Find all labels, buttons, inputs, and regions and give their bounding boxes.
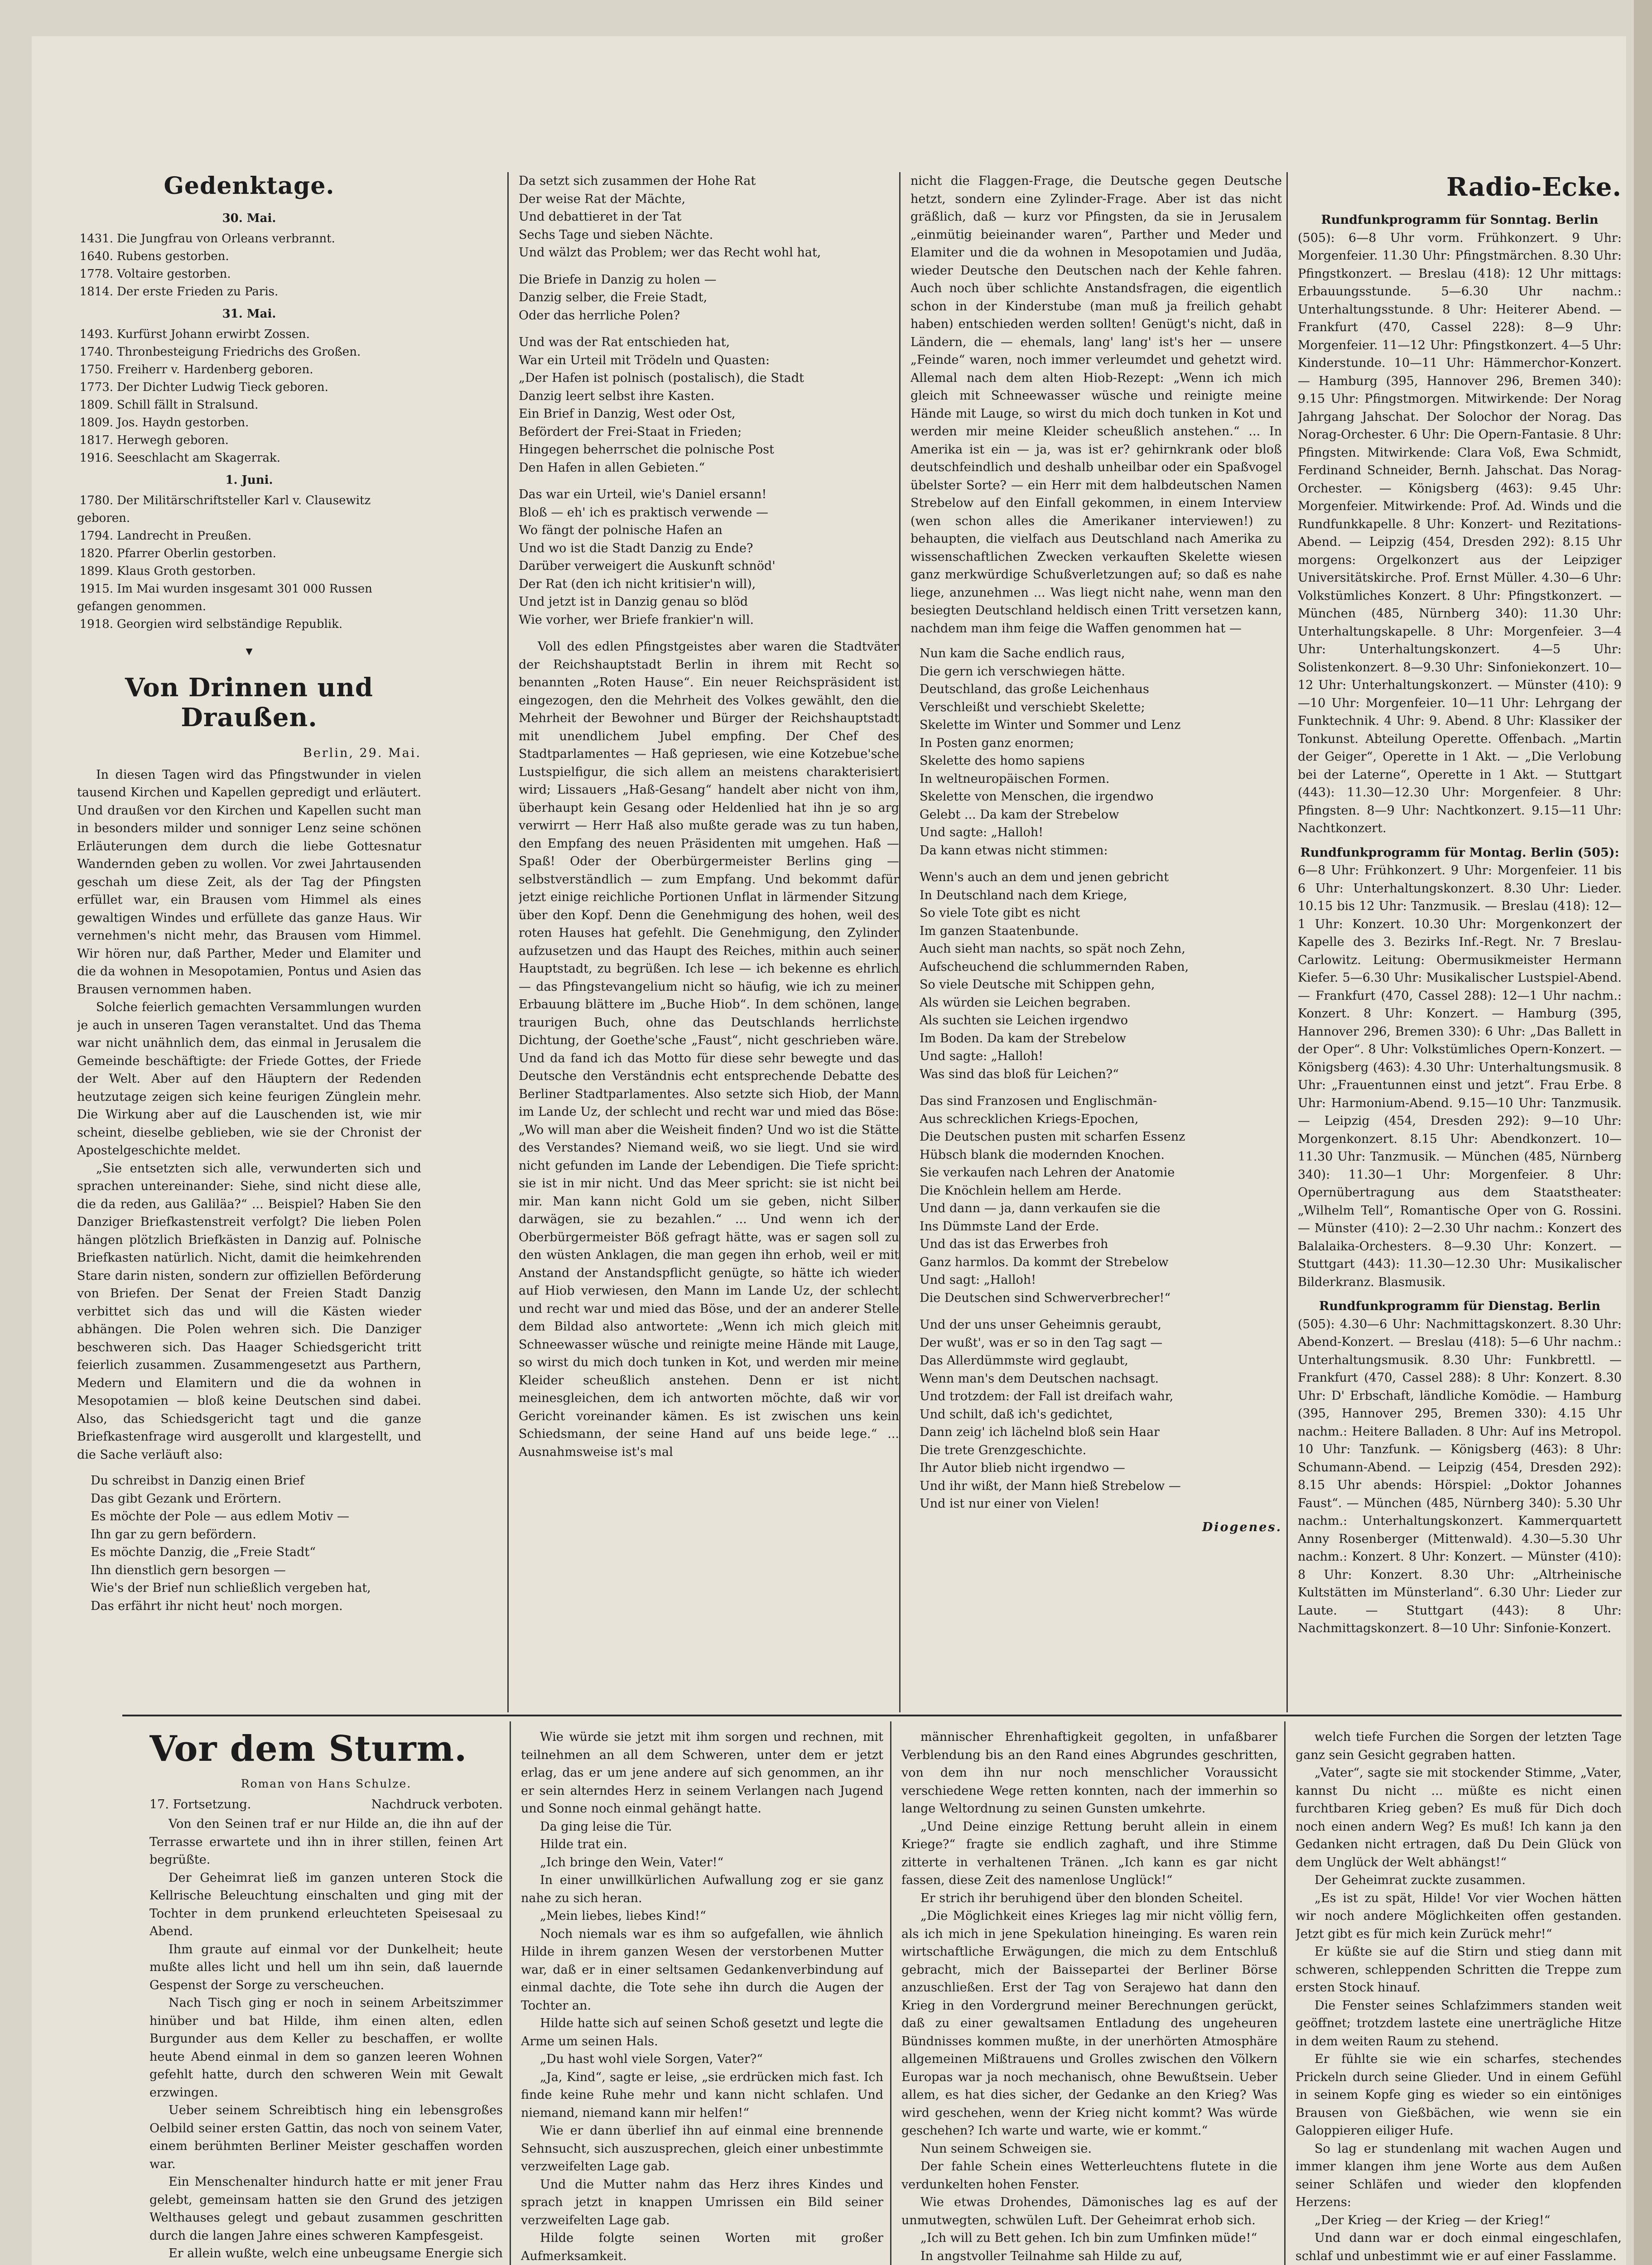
entry-text: Jos. Haydn gestorben. bbox=[117, 416, 249, 429]
entry-year: 1778. bbox=[79, 267, 113, 281]
gedenktage-entry bbox=[77, 492, 421, 527]
paragraph: „Sie entsetzten sich alle, verwunderten sich und sprachen untereinander: Siehe, sind nicht diese alle, die da reden, aus Galiläa?“ ... Beispiel? Haben Sie den Danziger Briefkastenstreit verfolgt? Die lieben Polen hängen plötzlich Briefkästen in Danzig auf. Polnische Briefkasten natürlich. Nicht, damit die heimkehrenden Stare darin nisten, sondern zur offiziellen Beförderung von Briefen. Der Senat der Freien Stadt Danzig verbittet sich das und will die Kästen wieder abhängen. Die Polen wehren sich. Die Danziger beschweren sich. Das Haager Schiedsgericht tritt feierlich zusammen. Zusammengesetzt aus Parthern, Medern und Elamitern und die da wohnen in Mesopotamien — bloß keine Deutschen sind dabei. Also, das Schiedsgericht tagt und die ganze Briefkastenfrage wird ausgerollt und klargestellt, und die Sache verläuft also: bbox=[77, 1161, 421, 1462]
poem-line: Aus schrecklichen Kriegs-Epochen, bbox=[920, 1112, 1139, 1126]
poem-line: Ein Brief in Danzig, West oder Ost, bbox=[519, 407, 736, 421]
poem-line bbox=[519, 262, 899, 271]
entry-text: Seeschlacht am Skagerrak. bbox=[117, 451, 280, 465]
poem-line: Und trotzdem: der Fall ist dreifach wahr, bbox=[920, 1389, 1174, 1403]
poem-line: Ihr Autor blieb nicht irgendwo — bbox=[920, 1461, 1125, 1475]
gedenktage-entry bbox=[77, 527, 421, 545]
poem-line: Befördert der Frei-Staat in Frieden; bbox=[519, 424, 742, 439]
paragraph: Nach Tisch ging er noch in seinem Arbeitszimmer hinüber und bat Hilde, ihm einen alten, edlen Burgunder aus dem Keller zu beschaffen, er wollte heute Abend einmal in dem so ganzen leeren Wohnen gefehlt hatte, durch den schweren Wein mit Gewalt erzwingen. bbox=[149, 1996, 503, 2100]
poem-line: In Deutschland nach dem Kriege, bbox=[920, 888, 1127, 902]
paragraph: Der Geheimrat zuckte zusammen. bbox=[1315, 1873, 1526, 1887]
sturm-column-4 bbox=[1296, 1728, 1622, 2265]
paragraph: In einer unwillkürlichen Aufwallung zog er sie ganz nahe zu sich heran. bbox=[521, 1873, 883, 1905]
entry-year: 1918. bbox=[79, 617, 113, 631]
column-1 bbox=[77, 172, 421, 1640]
radio-column bbox=[1298, 172, 1622, 1730]
poem-line: Die Briefe in Danzig zu holen — bbox=[519, 272, 717, 287]
sturm-part: 17. Fortsetzung. bbox=[149, 1797, 251, 1812]
sturm-text bbox=[1296, 1728, 1622, 2265]
entry-year: 1493. bbox=[79, 328, 113, 341]
paragraph: Hilde folgte seinen Worten mit großer Aufmerksamkeit. bbox=[521, 2231, 883, 2263]
poem-line: Und schilt, daß ich's gedichtet, bbox=[920, 1407, 1113, 1422]
poem-line: Ins Dümmste Land der Erde. bbox=[920, 1219, 1099, 1234]
column-3 bbox=[910, 172, 1282, 1730]
entry-year: 1750. bbox=[79, 363, 113, 376]
poem-line: Aufscheuchend die schlummernden Raben, bbox=[920, 959, 1189, 974]
paragraph: Er allein wußte, welch eine unbeugsame Energie sich bbox=[169, 2246, 503, 2260]
poem-line: Und dann — ja, dann verkaufen sie die bbox=[920, 1201, 1161, 1215]
paragraph: Voll des edlen Pfingstgeistes aber waren die Stadtväter der Reichshauptstadt Berlin in ihrem mit Recht so benannten „Roten Hause“. Ein neuer Reichspräsident ist eingezogen, den die Mehrheit des Volkes gewählt, den die Mehrheit der Bewohner und Bürger der Reichshauptstadt mit unendlichem Jubel empfing. Der Chef des Stadtparlamentes — Haß gepriesen, wie eine Kotzebue'sche Lustspielfigur, die sich allem an meistens charakterisiert wird; Lissauers „Haß-Gesang“ handelt aber nicht von ihm, überhaupt kein Gesang oder Heldenlied hat ihn je so arg verwirrt — Herr Haß also mußte gerade was zu tun haben, den Empfang des neuen Präsidenten mit umgehen. Haß — Spaß! Oder der Oberbürgermeister Berlins ging — selbstverständlich — zum Empfang. Und bekommt dafür jetzt einige reichliche Portionen Unflat in lärmender Sitzung über den Kopf. Denn die Genehmigung des hohen, weil des roten Hauses hat gefehlt. Die Genehmigung, den Zylinder aufzusetzen und das Haupt des Reiches, mithin auch seiner Hauptstadt, zu begrüßen. Ich lese — ich bekenne es ehrlich — das Pfingstevangelium nicht so häufig, wie ich zu meiner Erbauung blättere im „Buche Hiob“. In dem schönen, lange traurigen Buch, ohne das Deutschlands herrlichste Dichtung, der Goethe'sche „Faust“, nicht geschrieben wäre. Und da fand ich das Motto für diese sehr bewegte und das Deutsche den Verständnis echt entsprechende Debatte des Berliner Stadtparlamentes. Also setzte sich Hiob, der Mann im Lande Uz, der schlecht und recht war und mied das Böse: „Wo will man aber die Weisheit finden? Und wo ist die Stätte des Verstandes? Niemand weiß, wo sie liegt. Und sie wird nicht gefunden im Lande der Lebendigen. Die Tiefe spricht: sie ist in mir nicht. Und das Meer spricht: sie ist nicht bei mir. Man kann nicht Gold um sie geben, nicht Silber darwägen, sie zu bezahlen.“ ... Und wenn ich der Oberbürgermeister Böß gefragt hätte, was er sagen soll zu den wüsten Anklagen, die man gegen ihn erhob, weil er mit Anstand der Anstandspflicht genügte, so hätte ich wieder auf Hiob verwiesen, den Mann im Lande Uz, der schlecht und recht war und mied das Böse, und der an anderer Stelle dem Bildad also antwortete: „Wenn ich mich gleich mit Schneewasser wüsche und reinigte meine Hände mit Lauge, so wirst du mich doch tunken in Kot, und werden mir meine Kleider scheußlich anstehen. Denn er ist nicht meinesgleichen, dem ich antworten möchte, daß wir vor Gericht voreinander kämen. Es ist zwischen uns kein Schiedsmann, der seine Hand auf uns beide lege.“ ... Ausnahmsweise ist's mal bbox=[519, 640, 899, 1459]
drinnen-poem bbox=[77, 1472, 421, 1615]
drinnen-dateline: Berlin, 29. Mai. bbox=[303, 746, 421, 760]
paragraph: So lag er stundenlang mit wachen Augen und immer klangen ihm jene Worte aus dem Außen seiner Schläfen und wieder den klopfenden Herzens: bbox=[1296, 2141, 1622, 2209]
gedenktage-entry bbox=[77, 265, 421, 283]
poem-line: Das sind Franzosen und Englischmän- bbox=[920, 1094, 1157, 1108]
entry-year: 1780. bbox=[79, 494, 113, 507]
poem-line: Auch sieht man nachts, so spät noch Zehn, bbox=[920, 942, 1186, 956]
poem-line: Der weise Rat der Mächte, bbox=[519, 192, 686, 206]
gedenktage-entry bbox=[77, 379, 421, 396]
poem-line: Im ganzen Staatenbunde. bbox=[920, 924, 1079, 938]
radio-program-head: Rundfunkprogramm für Dienstag. Berlin bbox=[1319, 1299, 1600, 1313]
poem-line: Und der uns unser Geheimnis geraubt, bbox=[920, 1318, 1162, 1332]
poem-line: Und debattieret in der Tat bbox=[519, 210, 682, 224]
sturm-column-1 bbox=[149, 1728, 503, 2265]
poem-line: Das war ein Urteil, wie's Daniel ersann! bbox=[519, 487, 767, 501]
gedenktage-entry bbox=[77, 248, 421, 265]
entry-text: Rubens gestorben. bbox=[117, 250, 229, 263]
paragraph: Nun seinem Schweigen sie. bbox=[920, 2141, 1092, 2156]
poem-line: Das Allerdümmste wird geglaubt, bbox=[920, 1354, 1128, 1368]
separator-mark: ▾ bbox=[246, 643, 253, 659]
poem-line: Und wälzt das Problem; wer das Recht wohl hat, bbox=[519, 246, 821, 260]
column-divider bbox=[510, 1721, 511, 2265]
sturm-text bbox=[901, 1728, 1277, 2265]
poem-line: Danzig selber, die Freie Stadt, bbox=[519, 290, 708, 304]
poem-line: Bloß — eh' ich es praktisch verwende — bbox=[519, 505, 768, 520]
entry-text: Die Jungfrau von Orleans verbrannt. bbox=[117, 232, 335, 246]
poem-line: Wie vorher, wer Briefe frankier'n will. bbox=[519, 612, 754, 627]
poem-line: Und sagte: „Halloh! bbox=[920, 1049, 1044, 1063]
entry-text: Voltaire gestorben. bbox=[117, 267, 231, 281]
entry-year: 1916. bbox=[79, 451, 113, 465]
radio-program-text: 6—8 Uhr: Frühkonzert. 9 Uhr: Morgenfeier. 11 bis 6 Uhr: Unterhaltungskonzert. 8.30 Uhr: Lieder. 10.15 bis 12 Uhr: Tanzmusik. — Breslau (418): 12—1 Uhr: Konzert. 10.30 Uhr: Morgenkonzert der Kapelle des 3. Bezirks Inf.-Regt. Nr. 7 Breslau-Carlowitz. Leitung: Obermusikmeister Hermann Kiefer. 5—6.30 Uhr: Musikalischer Lustspiel-Abend. — Frankfurt (470, Cassel 288): 12—1 Uhr nachm.: Konzert. 8 Uhr: Konzert. — Hamburg (395, Hannover 296, Bremen 330): 6 Uhr: „Das Ballett in der Oper“. 8 Uhr: Volkstümliches Opern-Konzert. — Königsberg (463): 4.30 Uhr: Unterhaltungsmusik. 8 Uhr: „Frauentunnen einst und jetzt“. Frau Erbe. 8 Uhr: Harmonium-Abend. 9.15—10 Uhr: Tanzmusik. — Leipzig (454, Dresden 292): 9—10 Uhr: Morgenkonzert. 8.15 Uhr: Abendkonzert. 10—11.30 Uhr: Tanzmusik. — München (485, Nürnberg 340): 11.30—1 Uhr: Morgenfeier. 8 Uhr: Opernübertragung aus dem Staatstheater: „Wilhelm Tell“, Romantische Oper von G. Rossini. — Münster (410): 2—2.30 Uhr nachm.: Konzert des Balalaika-Orchesters. 8—9.30 Uhr: Konzert. — Stuttgart (443): 11.30—12.30 Uhr: Musikalischer Bilderkranz. Blasmusik. bbox=[1298, 863, 1622, 1289]
poem-line bbox=[920, 1083, 1282, 1092]
poem-line: Oder das herrliche Polen? bbox=[519, 308, 680, 323]
paragraph: „Ich bringe den Wein, Vater!“ bbox=[540, 1855, 724, 1870]
gedenktage-entry bbox=[77, 361, 421, 379]
sturm-text bbox=[149, 1815, 503, 2265]
entry-text: Der Militärschriftsteller Karl v. Clausewitz geboren. bbox=[77, 494, 371, 525]
entry-text: Der erste Frieden zu Paris. bbox=[117, 285, 279, 299]
poem-line: In weltneuropäischen Formen. bbox=[920, 771, 1110, 786]
gedenktage-entry bbox=[77, 343, 421, 361]
paragraph: nicht die Flaggen-Frage, die Deutsche gegen Deutsche hetzt, sondern eine Zylinder-Frage. Aber ist das nicht gräßlich, daß — kurz vor Pfingsten, da sie in Jerusalem „einmütig beieinander waren“, Parther und Meder und Elamiter und die da wohnen in Mesopotamien und Judäa, wieder Deutsche den Deutschen nach der Kehle fahren. Auch noch über schlichte Anstandsfragen, die eigentlich schon in der Kinderstube (man muß ja freilich gehabt haben) entschieden werden sollten! Genügt's nicht, daß in Ländern, die — ehemals, lang' lang' ist's her — unsere „Feinde“ waren, noch immer verleumdet und gehetzt wird. Allemal nach dem alten Hiob-Rezept: „Wenn ich mich gleich mit Schneewasser wüsche und reinigte meine Hände mit Lauge, so wirst du mich doch tunken in Kot und werden mir meine Kleider scheußlich anstehen.“ ... In Amerika ist ein — ja, was ist er? gehirnkrank oder bloß deutschfeindlich und deshalb unheilbar oder ein Spaßvogel übelster Sorte? — ein Herr mit dem halbdeutschen Namen Strebelow auf den Einfall gekommen, in einem Interview (wen schon alles die Amerikaner interviewen!) zu behaupten, die vielfach aus Deutschland nach Amerika zu wissenschaftlichen Zwecken verkauften Skelette wiesen ganz merkwürdige Schußverletzungen auf; so daß es nahe liege, anzunehmen ... Was liegt nicht nahe, wenn man den besiegten Deutschland heldisch einen Tritt versetzen kann, nachdem man ihm feige die Waffen genommen hat — bbox=[910, 174, 1282, 636]
entry-text: Georgien wird selbständige Republik. bbox=[117, 617, 343, 631]
poem-line: Und sagte: „Halloh! bbox=[920, 825, 1044, 839]
gedenktage-entry bbox=[77, 326, 421, 343]
gedenktage-entry bbox=[77, 230, 421, 248]
gedenktage-date: 30. Mai. bbox=[222, 212, 276, 225]
paragraph: Wie würde sie jetzt mit ihm sorgen und rechnen, mit teilnehmen an all dem Schweren, unter dem er jetzt erlag, das er um jene andere auf sich genommen, an ihr er sein alterndes Herz in seinem Verlangen nach Jugend und Sonne noch einmal gehängt hatte. bbox=[521, 1730, 883, 1816]
poem-line: Sechs Tage und sieben Nächte. bbox=[519, 227, 713, 242]
poem-line: So viele Deutsche mit Schippen gehn, bbox=[920, 978, 1155, 992]
entry-year: 1820. bbox=[79, 547, 113, 560]
entry-year: 1899. bbox=[79, 564, 113, 578]
poem-line: Ihn gar zu gern befördern. bbox=[91, 1527, 256, 1542]
paragraph: „Es ist zu spät, Hilde! Vor vier Wochen hätten wir noch andere Möglichkeiten offen gestanden. Jetzt gibt es für mich kein Zurück mehr!“ bbox=[1296, 1891, 1622, 1941]
entry-text: Kurfürst Johann erwirbt Zossen. bbox=[117, 328, 310, 341]
paragraph: Und die Mutter nahm das Herz ihres Kindes und sprach jetzt in knappen Umrissen ein Bild seiner verzweifelten Lage gab. bbox=[521, 2177, 883, 2227]
gedenktage-entry bbox=[77, 545, 421, 563]
poem-line: Die Deutschen sind Schwerverbrecher!“ bbox=[920, 1291, 1171, 1305]
paragraph: In diesen Tagen wird das Pfingstwunder in vielen tausend Kirchen und Kapellen gepredigt und erläutert. Und draußen vor den Kirchen und Kapellen sucht man in besonders milder und sonniger Lenz seine schönen Erläuterungen dem durch die liebe Gottesnatur Wandernden geben zu wollen. Vor zwei Jahrtausenden geschah um diese Zeit, als der Tag der Pfingsten erfüllet war, ein Brausen vom Himmel als eines gewaltigen Windes und erfüllete das ganze Haus. Wir vernehmen's nicht mehr, das Brausen vom Himmel. Wir hören nur, daß Parther, Meder und Elamiter und die da wohnen in Mesopotamien, Pontus und Asien das Brausen vernommen haben. bbox=[77, 767, 421, 997]
sturm-byline: Roman von Hans Schulze. bbox=[241, 1777, 412, 1790]
paragraph: Von den Seinen traf er nur Hilde an, die ihn auf der Terrasse erwartete und ihn in ihrer stillen, feinen Art begrüßte. bbox=[149, 1817, 503, 1867]
entry-text: Schill fällt in Stralsund. bbox=[117, 398, 259, 412]
poem-line: Ganz harmlos. Da kommt der Strebelow bbox=[920, 1255, 1169, 1269]
paragraph: Wie etwas Drohendes, Dämonisches lag es auf der unmutwegten, schwülen Luft. Der Geheimrat erhob sich. bbox=[901, 2195, 1277, 2227]
entry-year: 1814. bbox=[79, 285, 113, 299]
entry-year: 1809. bbox=[79, 416, 113, 429]
entry-year: 1809. bbox=[79, 398, 113, 412]
poem-line: Die trete Grenzgeschichte. bbox=[920, 1443, 1087, 1457]
signature-diogenes: Diogenes. bbox=[1202, 1520, 1282, 1534]
poem-line: Das erfährt ihr nicht heut' noch morgen. bbox=[91, 1599, 343, 1613]
poem-line: Wo fängt der polnische Hafen an bbox=[519, 523, 722, 537]
entry-text: Im Mai wurden insgesamt 301 000 Russen gefangen genommen. bbox=[77, 582, 372, 613]
paragraph: Hilde trat ein. bbox=[540, 1837, 627, 1851]
poem-line: Hingegen beherrschet die polnische Post bbox=[519, 443, 774, 457]
poem-line: Wenn's auch an dem und jenen gebricht bbox=[920, 870, 1169, 884]
poem-line: „Der Hafen ist polnisch (postalisch), die Stadt bbox=[519, 371, 804, 385]
entry-year: 1794. bbox=[79, 529, 113, 543]
paragraph: Die Fenster seines Schlafzimmers standen weit geöffnet; trotzdem lastete eine unerträgliche Hitze in dem weiten Raum zu stehend. bbox=[1296, 1998, 1622, 2048]
poem-line: War ein Urteil mit Trödeln und Quasten: bbox=[519, 353, 770, 367]
entry-text: Pfarrer Oberlin gestorben. bbox=[117, 547, 276, 560]
entry-year: 1431. bbox=[79, 232, 113, 246]
poem-line: Und jetzt ist in Danzig genau so blöd bbox=[519, 595, 748, 609]
poem-line bbox=[519, 477, 899, 486]
poem-line: Als suchten sie Leichen irgendwo bbox=[920, 1013, 1128, 1027]
radio-program-text: (505): 6—8 Uhr vorm. Frühkonzert. 9 Uhr: Morgenfeier. 11.30 Uhr: Pfingstmärchen. 8.30 Uhr: Pfingstkonzert. — Breslau (418): 12 Uhr mittags: Erbauungsstunde. 5—6.30 Uhr nachm.: Unterhaltungsstunde. 8 Uhr: Heiterer Abend. — Frankfurt (470, Cassel 228): 8—9 Uhr: Morgenfeier. 11—12 Uhr: Pfingstkonzert. 4—5 Uhr: Kinderstunde. 10—11 Uhr: Hämmerchor-Konzert. — Hamburg (395, Hannover 296, Bremen 340): 9.15 Uhr: Pfingstmorgen. Mitwirkende: Der Norag Jahrgang Jahschat. Der Solochor der Norag. Das Norag-Orchester. 6 Uhr: Die Opern-Fantasie. 8 Uhr: Pfingsten. Mitwirkende: Clara Voß, Ewa Schmidt, Ferdinand Schneider, Bernh. Jahschat. Das Norag-Orchester. — Königsberg (463): 9.45 Uhr: Morgenfeier. Mitwirkende: Prof. Ad. Winds und die Rundfunkkapelle. 8 Uhr: Konzert- und Rezitations-Abend. — Leipzig (454, Dresden 292): 8.15 Uhr morgens: Orgelkonzert aus der Leipziger Universitätskirche. Prof. Ernst Müller. 4.30—6 Uhr: Volkstümliches Konzert. 8 Uhr: Pfingstkonzert. — München (485, Nürnberg 340): 11.30 Uhr: Unterhaltungskapelle. 8 Uhr: Morgenfeier. 3—4 Uhr: Unterhaltungskonzert. 4—5 Uhr: Solistenkonzert. 8—9.30 Uhr: Sinfoniekonzert. 10—12 Uhr: Unterhaltungskonzert. — Münster (410): 9—10 Uhr: Morgenfeier. 10—11 Uhr: Lehrgang der Funktechnik. 4 Uhr: 9. Abend. 8 Uhr: Klassiker der Tonkunst. Abteilung Operette. Offenbach. „Martin der Geiger“, Operette in 1 Akt. — „Die Verlobung bei der Laterne“, Operette in 1 Akt. — Stuttgart (443): 11.30—12.30 Uhr: Morgenfeier. 8 Uhr: Pfingsten. 8—9 Uhr: Nachtkonzert. 9.15—11 Uhr: Nachtkonzert. bbox=[1298, 231, 1622, 835]
poem-line: Sie verkaufen nach Lehren der Anatomie bbox=[920, 1166, 1175, 1180]
radio-program-head: Rundfunkprogramm für Montag. Berlin (505): bbox=[1300, 845, 1619, 860]
column-2-body bbox=[519, 638, 899, 1461]
sturm-notice: Nachdruck verboten. bbox=[371, 1797, 503, 1812]
poem-line: Dann zeig' ich lächelnd bloß sein Haar bbox=[920, 1425, 1160, 1439]
poem-line: Den Hafen in allen Gebieten.“ bbox=[519, 460, 705, 475]
poem-line: Darüber verweigert die Auskunft schnöd' bbox=[519, 559, 775, 573]
drinnen-body bbox=[77, 766, 421, 1464]
paragraph: „Ich will zu Bett gehen. Ich bin zum Umfinken müde!“ bbox=[920, 2231, 1257, 2245]
poem-line: Wenn man's dem Deutschen nachsagt. bbox=[920, 1371, 1159, 1386]
paragraph: „Und Deine einzige Rettung beruht allein in einem Kriege?“ fragte sie endlich zaghaft, und ihre Stimme zitterte in verhaltenen Tränen. „Ich kann es gar nicht fassen, diese Zeit des namenlose Unglück!“ bbox=[901, 1819, 1277, 1887]
column-divider bbox=[507, 172, 509, 1712]
paragraph: männischer Ehrenhaftigkeit gegolten, in unfaßbarer Verblendung bis an den Rand eines Abgrundes geschritten, von dem ihn nur noch menschlicher Voraussicht verschiedene Wege retten konnten, nach der immerhin so lange Weltordnung zu seinen Gunsten umkehrte. bbox=[901, 1730, 1277, 1816]
poem-line: Die Deutschen pusten mit scharfen Essenz bbox=[920, 1130, 1185, 1144]
gedenktage-entry bbox=[77, 449, 421, 467]
poem-line: Und sagt: „Halloh! bbox=[920, 1273, 1036, 1287]
gedenktage-date: 31. Mai. bbox=[222, 307, 276, 321]
entry-year: 1915. bbox=[79, 582, 113, 596]
poem-line: Verschleißt und verschiebt Skelette; bbox=[920, 700, 1145, 714]
paragraph: Ueber seinem Schreibtisch hing ein lebensgroßes Oelbild seiner ersten Gattin, das noch von seinem Vater, einem berühmten Berliner Meister geschaffen worden war. bbox=[149, 2103, 503, 2171]
paragraph: Da ging leise die Tür. bbox=[540, 1819, 672, 1834]
poem-line: Als würden sie Leichen begraben. bbox=[920, 995, 1131, 1010]
column-divider bbox=[1284, 1721, 1286, 2265]
gedenktage-entry bbox=[77, 563, 421, 580]
poem-line bbox=[920, 859, 1282, 868]
poem-line: Die gern ich verschwiegen hätte. bbox=[920, 664, 1125, 679]
paragraph: „Du hast wohl viele Sorgen, Vater?“ bbox=[540, 2052, 763, 2066]
paragraph: „Ja, Kind“, sagte er leise, „sie erdrücken mich fast. Ich finde keine Ruhe mehr und kann nicht schlafen. Und niemand, niemand kann mir helfen!“ bbox=[521, 2070, 883, 2120]
poem-line: Da setzt sich zusammen der Hohe Rat bbox=[519, 174, 756, 188]
hoher-rat-poem bbox=[519, 172, 899, 629]
poem-line: In Posten ganz enormen; bbox=[920, 736, 1074, 750]
radio-program-text: (505): 4.30—6 Uhr: Nachmittagskonzert. 8.30 Uhr: Abend-Konzert. — Breslau (418): 5—6 Uhr nachm.: Unterhaltungsmusik. 8.30 Uhr: Funkbrettl. — Frankfurt (470, Cassel 288): 8 Uhr: Konzert. 8.30 Uhr: D' Erbschaft, ländliche Komödie. — Hamburg (395, Hannover 295, Bremen 330): 4.15 Uhr nachm.: Heitere Balladen. 8 Uhr: Auf ins Metropol. 10 Uhr: Tanzfunk. — Königsberg (463): 8 Uhr: Schumann-Abend. — Leipzig (454, Dresden 292): 8.15 Uhr abends: Hörspiel: „Doktor Johannes Faust“. — München (485, Nürnberg 340): 5.30 Uhr nachm.: Unterhaltungskonzert. Kammerquartett Anny Rosenberger (Mittenwald). 4.30—5.30 Uhr nachm.: Konzert. 8 Uhr: Konzert. — Münster (410): 8 Uhr: Konzert. 8.30 Uhr: „Altrheinische Kultstätten im Münsterland“. 6.30 Uhr: Lieder zur Laute. — Stuttgart (443): 8 Uhr: Nachmittagskonzert. 8—10 Uhr: Sinfonie-Konzert. bbox=[1298, 1317, 1622, 1635]
column-divider bbox=[890, 1721, 891, 2265]
paragraph: Solche feierlich gemachten Versammlungen wurden je auch in unseren Tagen veranstaltet. Und das Thema war nicht unähnlich dem, das einmal in Jerusalem die Gemeinde beschäftigte: der Friede Gottes, der Friede der Welt. Aber auf den Häuptern der Redenden heutzutage zeigen sich keine feurigen Zünglein mehr. Die Wirkung aber auf die Lauschenden ist, wie mir scheint, dieselbe geblieben, wie sie der Chronist der Apostelgeschichte meldet. bbox=[77, 1000, 421, 1157]
poem-line: Hübsch blank die modernden Knochen. bbox=[920, 1147, 1165, 1162]
entry-text: Thronbesteigung Friedrichs des Großen. bbox=[117, 345, 361, 359]
gedenktage-title: Gedenktage. bbox=[164, 172, 335, 200]
entry-year: 1773. bbox=[79, 381, 113, 394]
poem-line: Was sind das bloß für Leichen?“ bbox=[920, 1067, 1119, 1081]
entry-text: Klaus Groth gestorben. bbox=[117, 564, 256, 578]
poem-line: Nun kam die Sache endlich raus, bbox=[920, 646, 1125, 660]
entry-text: Landrecht in Preußen. bbox=[117, 529, 252, 543]
poem-line: Da kann etwas nicht stimmen: bbox=[920, 843, 1108, 858]
page-edge bbox=[1634, 0, 1652, 2265]
gedenktage-entry bbox=[77, 580, 421, 616]
poem-line: Der wußt', was er so in den Tag sagt — bbox=[920, 1335, 1163, 1350]
radio-programs bbox=[1298, 211, 1622, 1638]
entry-text: Freiherr v. Hardenberg geboren. bbox=[117, 363, 313, 376]
entry-year: 1740. bbox=[79, 345, 113, 359]
paragraph: „Vater“, sagte sie mit stockender Stimme, „Vater, kannst Du nicht ... müßte es nicht einen furchtbaren Krieg geben? Es muß für Dich doch noch einen andern Weg? Es muß! Ich kann ja den Gedanken nicht ertragen, daß Du Dein Glück von dem Unglück der Welt abhängst!“ bbox=[1296, 1766, 1622, 1870]
poem-line: Skelette im Winter und Sommer und Lenz bbox=[920, 718, 1181, 732]
column-3-body bbox=[910, 172, 1282, 637]
drinnen-title: Von Drinnen und Draußen. bbox=[125, 673, 374, 733]
poem-line: Es möchte Danzig, die „Freie Stadt“ bbox=[91, 1545, 316, 1559]
paragraph: „Mein liebes, liebes Kind!“ bbox=[540, 1909, 706, 1923]
paragraph: Er fühlte sie wie ein scharfes, stechendes Prickeln durch seine Glieder. Und in einem Gefühl in seinem Kopfe ging es wieder so ein eintöniges Brausen von Gießbächen, wie wenn sie ein Galoppieren eiliger Hufe. bbox=[1296, 2052, 1622, 2138]
poem-line bbox=[519, 324, 899, 333]
sturm-text bbox=[521, 1728, 883, 2265]
poem-line: Skelette des homo sapiens bbox=[920, 754, 1085, 768]
gedenktage-entry bbox=[77, 283, 421, 301]
column-divider bbox=[1286, 172, 1288, 1712]
entry-year: 1817. bbox=[79, 434, 113, 447]
entry-year: 1640. bbox=[79, 250, 113, 263]
poem-line: Danzig leert selbst ihre Kasten. bbox=[519, 389, 715, 403]
column-divider bbox=[899, 172, 901, 1712]
gedenktage-entry bbox=[77, 414, 421, 432]
gedenktage-entry bbox=[77, 396, 421, 414]
sturm-title: Vor dem Sturm. bbox=[149, 1728, 467, 1769]
poem-line: Es möchte der Pole — aus edlem Motiv — bbox=[91, 1509, 349, 1523]
paragraph: Wie er dann überlief ihn auf einmal eine brennende Sehnsucht, sich auszusprechen, gleich einer unbestimmte verzweifelten Lage gab. bbox=[521, 2124, 883, 2173]
strebelow-poem bbox=[910, 645, 1282, 1513]
poem-line: Deutschland, das große Leichenhaus bbox=[920, 682, 1149, 696]
paragraph: Noch niemals war es ihm so aufgefallen, wie ähnlich Hilde in ihrem ganzen Wesen der verstorbenen Mutter war, daß er in einer seltsamen Gedankenverbindung auf einmal dachte, die Tote sehe ihn durch die Augen der Tochter an. bbox=[521, 1927, 883, 2013]
poem-line: Der Rat (den ich nicht kritisier'n will), bbox=[519, 577, 756, 591]
gedenktage-date: 1. Juni. bbox=[225, 473, 273, 487]
poem-line: So viele Tote gibt es nicht bbox=[920, 906, 1080, 920]
poem-line: Und ihr wißt, der Mann hieß Strebelow — bbox=[920, 1479, 1181, 1493]
poem-line: Wie's der Brief nun schließlich vergeben hat, bbox=[91, 1581, 371, 1595]
radio-program-head: Rundfunkprogramm für Sonntag. Berlin bbox=[1321, 213, 1599, 227]
sturm-column-2 bbox=[521, 1728, 883, 2265]
radio-title: Radio-Ecke. bbox=[1446, 172, 1622, 202]
paragraph: „Die Möglichkeit eines Krieges lag mir nicht völlig fern, als ich mich in jene Spekulation hineinging. Es waren rein wirtschaftliche Erwägungen, die mich zu dem Entschluß gebracht, mich der Baissepartei der Berliner Börse anzuschließen. Erst der Tag von Serajewo hat dann den Krieg in den Vordergrund meiner Berechnungen gerückt, daß zu einer gewaltsamen Entladung des ungeheuren Bündnisses kommen mußte, in der unerhörten Atmosphäre allgemeinen Mißtrauens und Grolles zwischen den Völkern Europas war ja noch mechanisch, ohne Bewußtsein. Ueber allem, es hat dies sicher, der Gedanke an den Krieg? Was wird geschehen, wenn der Krieg nicht kommt? Was würde geschehen? Ich warte und warte, wie er kommt.“ bbox=[901, 1909, 1277, 2138]
entry-text: Der Dichter Ludwig Tieck geboren. bbox=[117, 381, 328, 394]
paragraph: Ein Menschenalter hindurch hatte er mit jener Frau gelebt, gemeinsam hatten sie den Grund des jetzigen Welthauses gelegt und gebaut zusammen geschritten durch die langen Jahre eines schweren Kampfesgeist. bbox=[149, 2175, 503, 2243]
gedenktage-list bbox=[77, 210, 421, 633]
paragraph: Er strich ihr beruhigend über den blonden Scheitel. bbox=[920, 1891, 1243, 1905]
poem-line: Und ist nur einer von Vielen! bbox=[920, 1497, 1100, 1511]
paragraph: Der Geheimrat ließ im ganzen unteren Stock die Kellrische Beleuchtung einschalten und ging mit der Tochter in dem prunkend erleuchteten Speisesaal zu Abend. bbox=[149, 1870, 503, 1938]
newspaper-page bbox=[32, 36, 1626, 2265]
poem-line: Im Boden. Da kam der Strebelow bbox=[920, 1031, 1126, 1046]
poem-line: Und was der Rat entschieden hat, bbox=[519, 335, 730, 349]
poem-line: Ihn dienstlich gern besorgen — bbox=[91, 1563, 286, 1577]
gedenktage-entry bbox=[77, 616, 421, 633]
paragraph: Und dann war er doch einmal eingeschlafen, schlaf und unbestimmt wie er auf einer Fasslamme. bbox=[1296, 2231, 1622, 2263]
paragraph: Ihm graute auf einmal vor der Dunkelheit; heute mußte alles licht und hell um ihn sein, daß lauernde Gespenst der Sorge zu verscheuchen. bbox=[149, 1942, 503, 1992]
poem-line: Das gibt Gezank und Erörtern. bbox=[91, 1491, 282, 1506]
poem-line: Die Knöchlein hellem am Herde. bbox=[920, 1183, 1122, 1198]
poem-line bbox=[920, 1307, 1282, 1316]
sturm-column-3 bbox=[901, 1728, 1277, 2265]
gedenktage-entry bbox=[77, 432, 421, 449]
entry-text: Herwegh geboren. bbox=[117, 434, 229, 447]
poem-line: Skelette von Menschen, die irgendwo bbox=[920, 790, 1154, 804]
poem-line: Und wo ist die Stadt Danzig zu Ende? bbox=[519, 541, 753, 555]
column-2 bbox=[519, 172, 899, 1730]
paragraph: Hilde hatte sich auf seinen Schoß gesetzt und legte die Arme um seinen Hals. bbox=[521, 2016, 883, 2048]
paragraph: Der fahle Schein eines Wetterleuchtens flutete in die verdunkelten hohen Fenster. bbox=[901, 2159, 1277, 2192]
paragraph: In angstvoller Teilnahme sah Hilde zu auf, bbox=[920, 2249, 1183, 2263]
paragraph: „Der Krieg — der Krieg — der Krieg!“ bbox=[1315, 2213, 1551, 2227]
feuilleton-rule bbox=[122, 1715, 1622, 1716]
paragraph: Er küßte sie auf die Stirn und stieg dann mit schweren, schleppenden Schritten die Treppe zum ersten Stock hinauf. bbox=[1296, 1945, 1622, 1995]
poem-line: Und das ist das Erwerbes froh bbox=[920, 1237, 1108, 1251]
poem-line: Gelebt ... Da kam der Strebelow bbox=[920, 807, 1119, 822]
paragraph: welch tiefe Furchen die Sorgen der letzten Tage ganz sein Gesicht gegraben hatten. bbox=[1296, 1730, 1622, 1762]
poem-line: Du schreibst in Danzig einen Brief bbox=[91, 1474, 304, 1488]
